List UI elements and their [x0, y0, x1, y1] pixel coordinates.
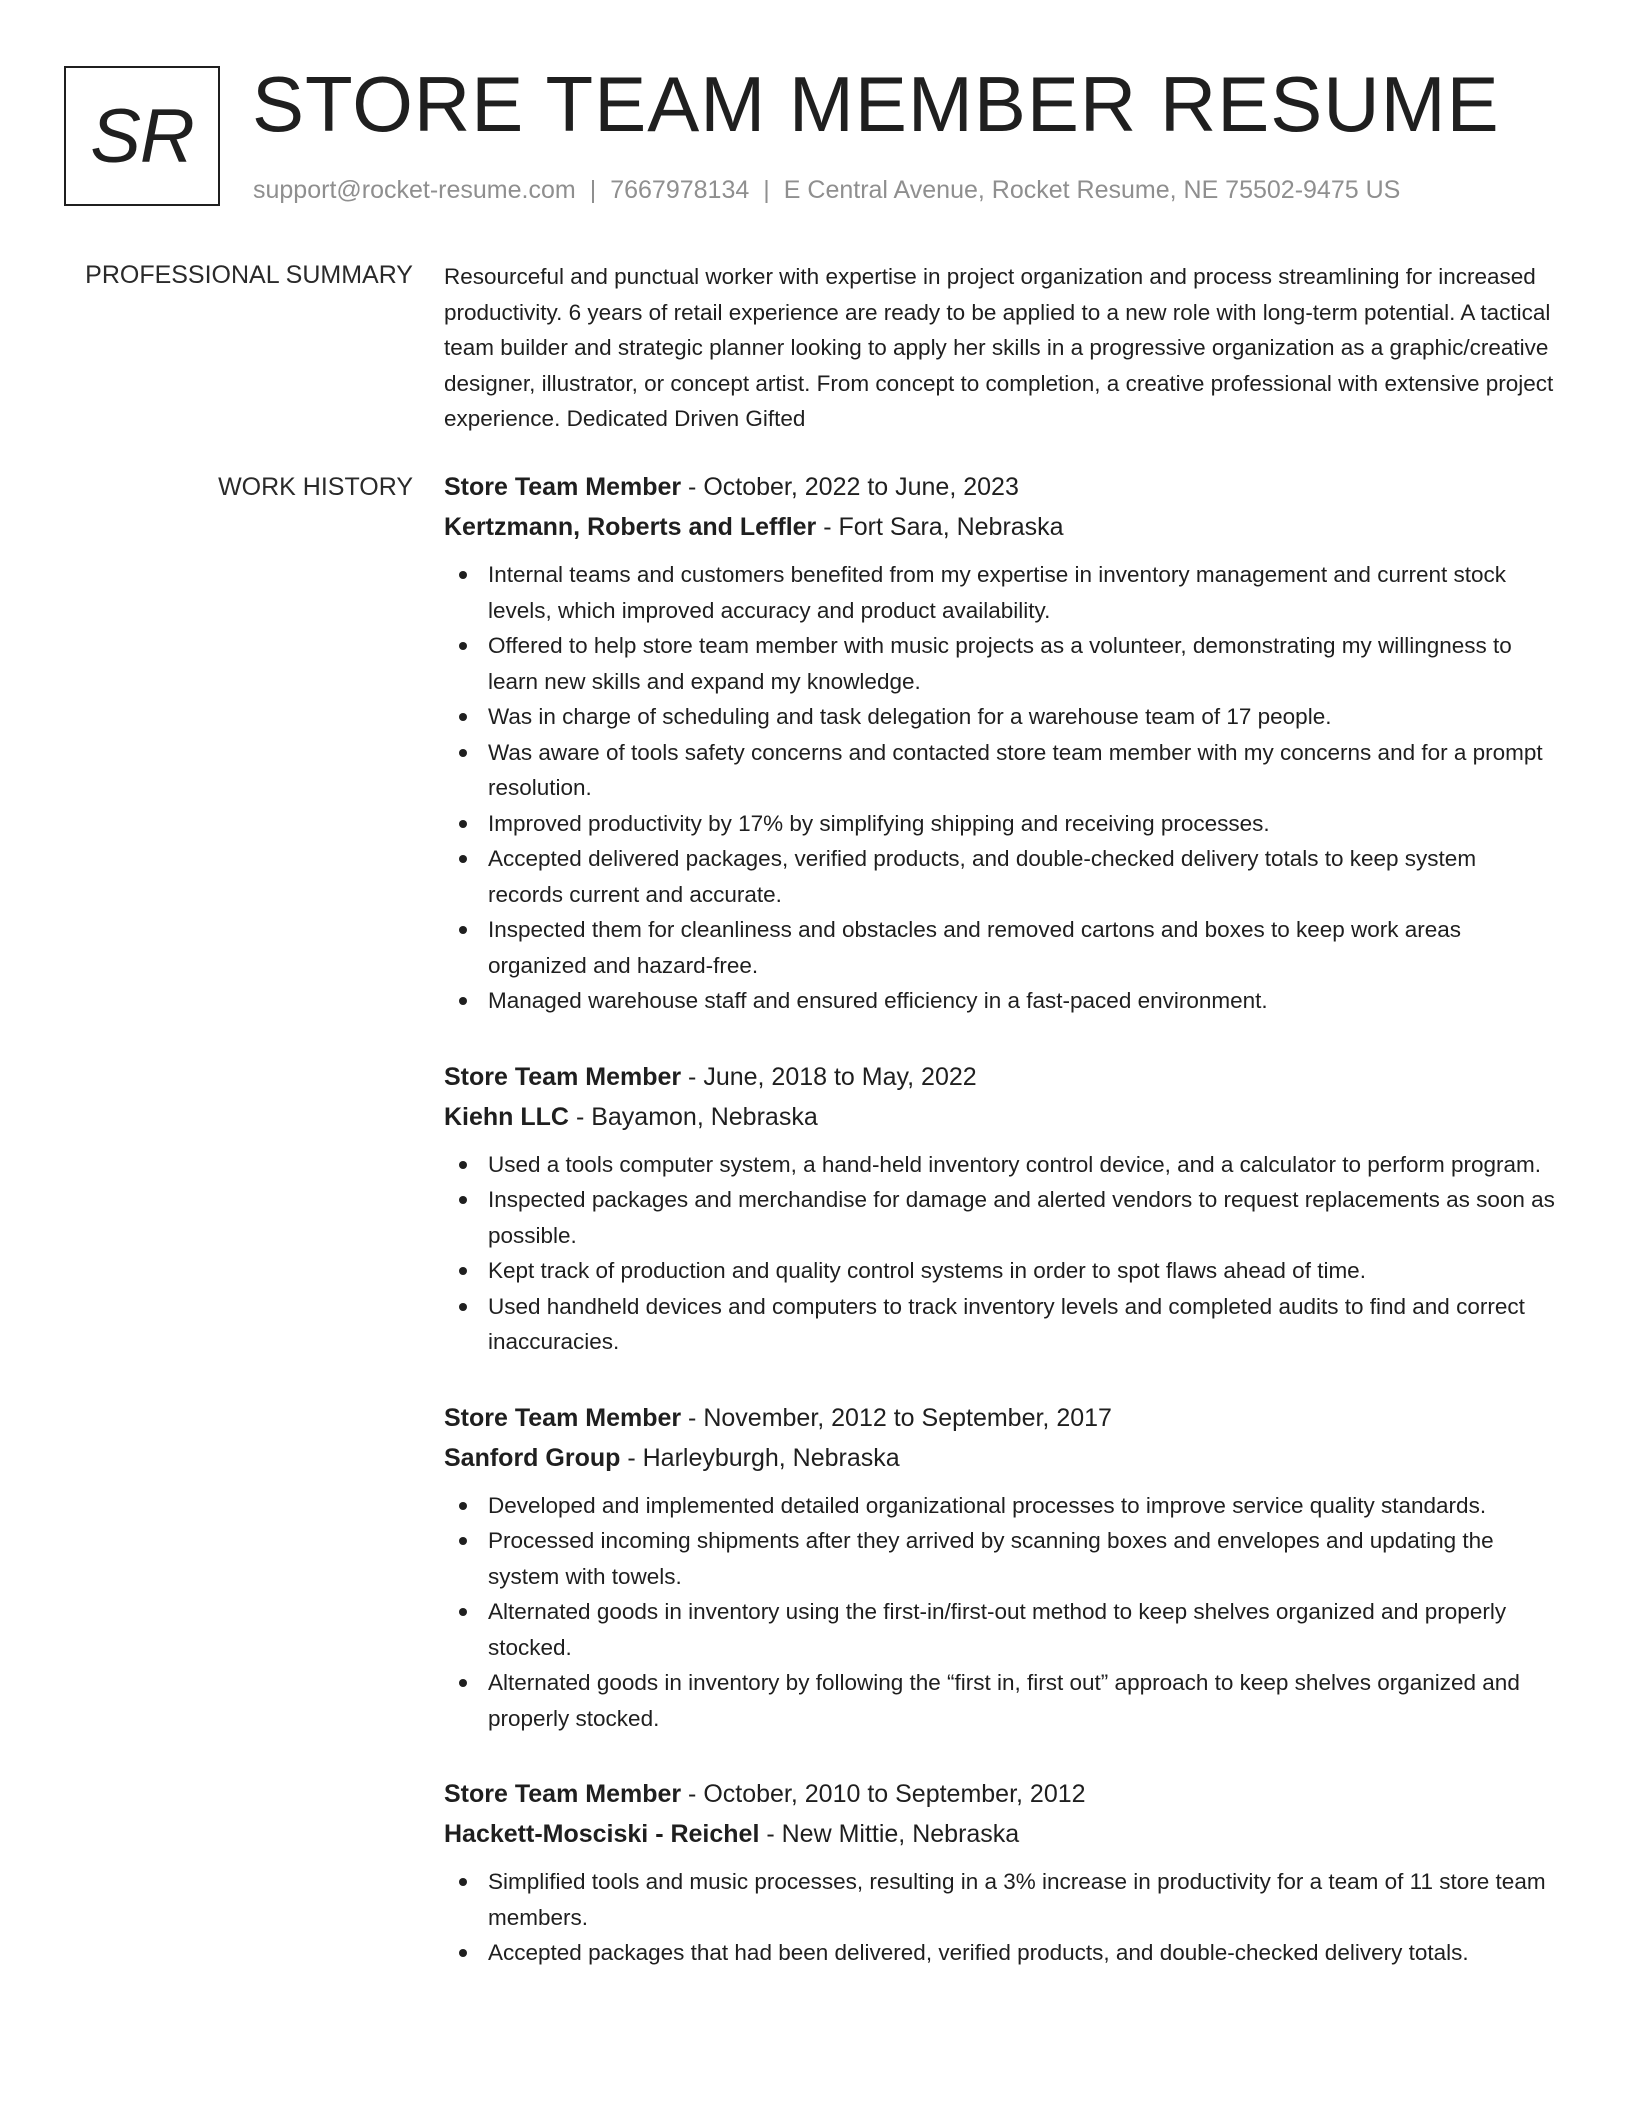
job-title: Store Team Member: [444, 473, 682, 501]
work-history-label: WORK HISTORY: [218, 473, 413, 501]
job-company: Sanford Group: [444, 1443, 621, 1472]
contact-email: support@rocket-resume.com: [253, 176, 576, 204]
job-bullet: Offered to help store team member with music projects as a volunteer, demonstrating my willingness to learn new skills and expand my knowledge.: [444, 628, 1556, 699]
job-bullet: Was in charge of scheduling and task delegation for a warehouse team of 17 people.: [444, 699, 1556, 735]
job-location: - Bayamon, Nebraska: [569, 1102, 818, 1131]
job-company: Kertzmann, Roberts and Leffler: [444, 513, 817, 541]
job-entry: [444, 1398, 1556, 1737]
job-dates: - November, 2012 to September, 2017: [681, 1403, 1112, 1432]
initials-text: SR: [90, 93, 194, 179]
job-bullet: Inspected them for cleanliness and obstacles and removed cartons and boxes to keep work areas organized and hazard-free.: [444, 912, 1556, 983]
job-bullet: Alternated goods in inventory by following the “first in, first out” approach to keep shelves organized and properly stocked.: [444, 1665, 1556, 1736]
job-location: - Harleyburgh, Nebraska: [620, 1443, 900, 1472]
job-bullet: Processed incoming shipments after they arrived by scanning boxes and envelopes and updating the system with towels.: [444, 1523, 1556, 1594]
job-bullet: Managed warehouse staff and ensured efficiency in a fast-paced environment.: [444, 983, 1556, 1019]
job-title-line: [444, 467, 1556, 507]
job-bullet-list: [444, 1147, 1556, 1360]
job-bullet: Simplified tools and music processes, resulting in a 3% increase in productivity for a team of 11 store team members.: [444, 1864, 1556, 1935]
job-bullet-list: [444, 1488, 1556, 1737]
job-company-line: [444, 507, 1556, 547]
summary-body: [444, 259, 1556, 437]
job-bullet: Accepted delivered packages, verified products, and double-checked delivery totals to keep system records current and accurate.: [444, 841, 1556, 912]
job-bullet: Was aware of tools safety concerns and contacted store team member with my concerns and for a prompt resolution.: [444, 735, 1556, 806]
contact-address: E Central Avenue, Rocket Resume, NE 75502-9475 US: [783, 176, 1401, 204]
job-bullet: Used handheld devices and computers to track inventory levels and completed audits to find and correct inaccuracies.: [444, 1289, 1556, 1360]
job-entry: [444, 1774, 1556, 1971]
job-title-line: [444, 1057, 1556, 1097]
job-bullet: Accepted packages that had been delivered, verified products, and double-checked delivery totals.: [444, 1935, 1556, 1971]
job-bullet: Kept track of production and quality control systems in order to spot flaws ahead of time.: [444, 1253, 1556, 1289]
job-bullet: Inspected packages and merchandise for damage and alerted vendors to request replacements as soon as possible.: [444, 1182, 1556, 1253]
job-bullet: Alternated goods in inventory using the first-in/first-out method to keep shelves organized and properly stocked.: [444, 1594, 1556, 1665]
job-location: - New Mittie, Nebraska: [759, 1820, 1020, 1848]
job-entry: [444, 1057, 1556, 1360]
job-company: Kiehn LLC: [444, 1102, 569, 1131]
job-dates: - June, 2018 to May, 2022: [681, 1062, 977, 1091]
initials-monogram: [64, 66, 220, 206]
job-dates: - October, 2010 to September, 2012: [681, 1780, 1086, 1808]
job-company: Hackett-Mosciski - Reichel: [444, 1820, 760, 1848]
contact-separator: |: [763, 176, 770, 204]
summary-text: Resourceful and punctual worker with expertise in project organization and process streamlining for increased productivity. 6 years of retail experience are ready to be applied to a new role with long-term potential. A tactical team builder and strategic planner looking to apply her skills in a progressive organization as a graphic/creative designer, illustrator, or concept artist. From concept to completion, a creative professional with extensive project experience. Dedicated Driven Gifted: [444, 264, 1554, 431]
job-title-line: [444, 1774, 1556, 1814]
job-company-line: [444, 1097, 1556, 1137]
job-bullet-list: [444, 1864, 1556, 1971]
job-bullet: Developed and implemented detailed organizational processes to improve service quality standards.: [444, 1488, 1556, 1524]
resume-title: STORE TEAM MEMBER RESUME: [252, 60, 1500, 148]
job-company-line: [444, 1438, 1556, 1478]
work-history-body: [444, 467, 1556, 2009]
summary-label: PROFESSIONAL SUMMARY: [85, 261, 413, 289]
job-title: Store Team Member: [444, 1780, 682, 1808]
job-dates: - October, 2022 to June, 2023: [681, 473, 1019, 501]
job-entry: [444, 467, 1556, 1019]
job-title: Store Team Member: [444, 1062, 682, 1091]
contact-line: [253, 174, 1400, 206]
contact-separator: |: [589, 176, 597, 204]
job-bullet: Improved productivity by 17% by simplifying shipping and receiving processes.: [444, 806, 1556, 842]
job-title-line: [444, 1398, 1556, 1438]
job-title: Store Team Member: [444, 1403, 682, 1432]
job-location: - Fort Sara, Nebraska: [816, 513, 1064, 541]
job-bullet: Internal teams and customers benefited from my expertise in inventory management and current stock levels, which improved accuracy and product availability.: [444, 557, 1556, 628]
job-bullet-list: [444, 557, 1556, 1019]
job-company-line: [444, 1814, 1556, 1854]
job-bullet: Used a tools computer system, a hand-held inventory control device, and a calculator to perform program.: [444, 1147, 1556, 1183]
contact-phone: 7667978134: [610, 176, 750, 204]
